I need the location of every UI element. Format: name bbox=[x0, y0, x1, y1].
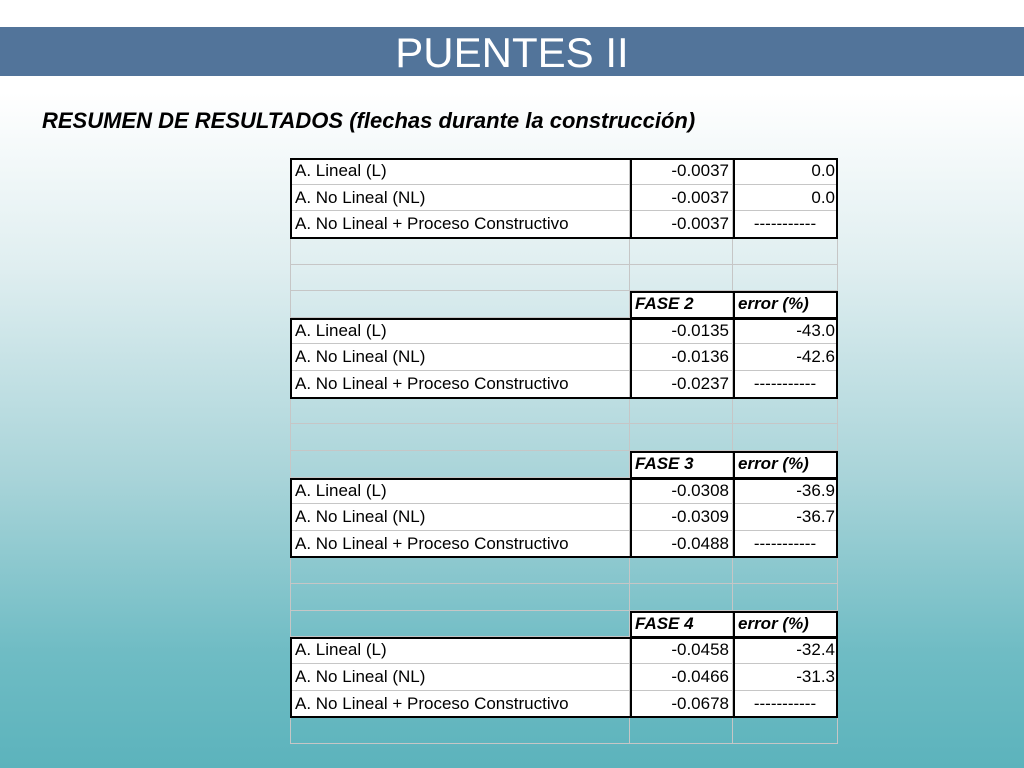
row-label-cell: A. No Lineal (NL) bbox=[290, 504, 630, 531]
table-header-row bbox=[290, 291, 838, 318]
error-value-cell bbox=[733, 584, 838, 611]
error-value-cell: -43.0 bbox=[733, 318, 838, 345]
error-value-cell bbox=[733, 265, 838, 292]
table-row bbox=[290, 637, 838, 664]
table-row-blank bbox=[290, 717, 838, 744]
row-label-cell bbox=[290, 717, 630, 744]
deflection-value-cell: -0.0458 bbox=[630, 637, 733, 664]
deflection-value-cell bbox=[630, 584, 733, 611]
table-row bbox=[290, 531, 838, 558]
row-label-cell bbox=[290, 584, 630, 611]
results-table bbox=[290, 158, 838, 744]
phase-header-cell: FASE 2 bbox=[630, 291, 733, 318]
error-value-cell: ----------- bbox=[733, 371, 838, 398]
deflection-value-cell bbox=[630, 398, 733, 425]
row-label-cell bbox=[290, 424, 630, 451]
phase-header-cell: FASE 3 bbox=[630, 451, 733, 478]
table-row bbox=[290, 185, 838, 212]
deflection-value-cell: -0.0466 bbox=[630, 664, 733, 691]
row-label-cell bbox=[290, 398, 630, 425]
row-label-cell: A. No Lineal (NL) bbox=[290, 664, 630, 691]
deflection-value-cell: -0.0308 bbox=[630, 478, 733, 505]
error-value-cell: ----------- bbox=[733, 691, 838, 718]
deflection-value-cell bbox=[630, 265, 733, 292]
table-row bbox=[290, 664, 838, 691]
deflection-value-cell bbox=[630, 238, 733, 265]
deflection-value-cell: -0.0136 bbox=[630, 344, 733, 371]
error-header-cell: error (%) bbox=[733, 291, 838, 318]
row-label-cell bbox=[290, 451, 630, 478]
deflection-value-cell: -0.0037 bbox=[630, 211, 733, 238]
row-label-cell: A. No Lineal + Proceso Constructivo bbox=[290, 371, 630, 398]
row-label-cell: A. No Lineal + Proceso Constructivo bbox=[290, 691, 630, 718]
error-value-cell: -36.9 bbox=[733, 478, 838, 505]
deflection-value-cell: -0.0237 bbox=[630, 371, 733, 398]
error-value-cell: ----------- bbox=[733, 211, 838, 238]
error-value-cell: -42.6 bbox=[733, 344, 838, 371]
phase-header-cell: FASE 4 bbox=[630, 611, 733, 638]
row-label-cell: A. Lineal (L) bbox=[290, 637, 630, 664]
deflection-value-cell: -0.0678 bbox=[630, 691, 733, 718]
row-label-cell: A. No Lineal (NL) bbox=[290, 185, 630, 212]
deflection-value-cell: -0.0135 bbox=[630, 318, 733, 345]
table-row bbox=[290, 344, 838, 371]
deflection-value-cell: -0.0309 bbox=[630, 504, 733, 531]
error-value-cell bbox=[733, 424, 838, 451]
error-value-cell bbox=[733, 398, 838, 425]
table-row-blank bbox=[290, 265, 838, 292]
error-value-cell: -31.3 bbox=[733, 664, 838, 691]
deflection-value-cell: -0.0488 bbox=[630, 531, 733, 558]
row-label-cell bbox=[290, 557, 630, 584]
error-header-cell: error (%) bbox=[733, 451, 838, 478]
row-label-cell: A. No Lineal + Proceso Constructivo bbox=[290, 211, 630, 238]
table-row bbox=[290, 504, 838, 531]
table-row bbox=[290, 318, 838, 345]
deflection-value-cell bbox=[630, 717, 733, 744]
table-row-blank bbox=[290, 398, 838, 425]
error-value-cell bbox=[733, 238, 838, 265]
deflection-value-cell: -0.0037 bbox=[630, 158, 733, 185]
slide-title: PUENTES II bbox=[395, 29, 629, 76]
row-label-cell bbox=[290, 611, 630, 638]
error-value-cell: ----------- bbox=[733, 531, 838, 558]
table-row bbox=[290, 691, 838, 718]
table-row bbox=[290, 211, 838, 238]
table-row-blank bbox=[290, 238, 838, 265]
table-header-row bbox=[290, 611, 838, 638]
error-value-cell: -32.4 bbox=[733, 637, 838, 664]
table-header-row bbox=[290, 451, 838, 478]
deflection-value-cell bbox=[630, 557, 733, 584]
error-value-cell bbox=[733, 557, 838, 584]
deflection-value-cell: -0.0037 bbox=[630, 185, 733, 212]
error-value-cell bbox=[733, 717, 838, 744]
row-label-cell: A. Lineal (L) bbox=[290, 158, 630, 185]
deflection-value-cell bbox=[630, 424, 733, 451]
slide-subtitle: RESUMEN DE RESULTADOS (flechas durante la construcción) bbox=[42, 108, 696, 133]
table-row bbox=[290, 478, 838, 505]
table-row bbox=[290, 158, 838, 185]
row-label-cell: A. No Lineal + Proceso Constructivo bbox=[290, 531, 630, 558]
error-value-cell: -36.7 bbox=[733, 504, 838, 531]
table-row-blank bbox=[290, 584, 838, 611]
table-row bbox=[290, 371, 838, 398]
row-label-cell bbox=[290, 238, 630, 265]
row-label-cell bbox=[290, 265, 630, 292]
row-label-cell: A. No Lineal (NL) bbox=[290, 344, 630, 371]
row-label-cell: A. Lineal (L) bbox=[290, 478, 630, 505]
table-row-blank bbox=[290, 424, 838, 451]
row-label-cell bbox=[290, 291, 630, 318]
error-value-cell: 0.0 bbox=[733, 185, 838, 212]
table-row-blank bbox=[290, 557, 838, 584]
error-header-cell: error (%) bbox=[733, 611, 838, 638]
row-label-cell: A. Lineal (L) bbox=[290, 318, 630, 345]
error-value-cell: 0.0 bbox=[733, 158, 838, 185]
